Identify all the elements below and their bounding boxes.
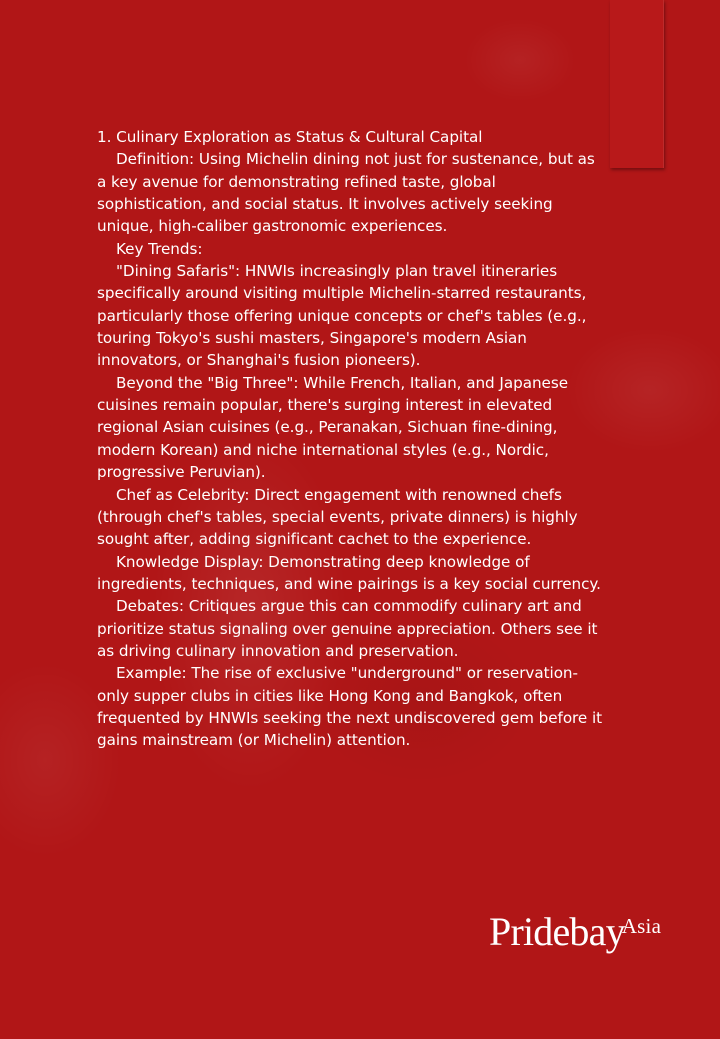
article-body — [97, 126, 607, 752]
paragraph-dining-safaris: "Dining Safaris": HNWIs increasingly plan travel itineraries specifically around visiting multiple Michelin-starred restaurants, particularly those offering unique concepts or chef's tables (e.g., touring Tokyo's sushi masters, Singapore's modern Asian innovators, or Shanghai's fusion pioneers). — [97, 262, 587, 370]
paragraph-beyond-big-three: Beyond the "Big Three": While French, Italian, and Japanese cuisines remain popular, there's surging interest in elevated regional Asian cuisines (e.g., Peranakan, Sichuan fine-dining, modern Korean) and niche international styles (e.g., Nordic, progressive Peruvian). — [97, 373, 568, 482]
section-heading: 1. Culinary Exploration as Status & Cultural Capital — [97, 128, 483, 146]
paragraph-key-trends-label: Key Trends: — [116, 239, 203, 258]
paragraph-chef-celebrity: Chef as Celebrity: Direct engagement with renowned chefs (through chef's tables, special events, private dinners) is highly sought after, adding significant cachet to the experience. — [97, 485, 578, 549]
paragraph-example: Example: The rise of exclusive "underground" or reservation-only supper clubs in cities like Hong Kong and Bangkok, often frequented by HNWIs seeking the next undiscovered gem before it gains mainstream (or Michelin) attention. — [97, 664, 603, 750]
brand-logo-main: Pridebay — [489, 909, 625, 954]
bookmark-tab — [610, 0, 664, 168]
paragraph-knowledge-display: Knowledge Display: Demonstrating deep knowledge of ingredients, techniques, and wine pairings is a key social currency. — [97, 552, 601, 593]
paragraph-debates: Debates: Critiques argue this can commodify culinary art and prioritize status signaling over genuine appreciation. Others see it as driving culinary innovation and preservation. — [97, 597, 598, 660]
brand-logo-sub: Asia — [621, 914, 662, 938]
paragraph-definition: Definition: Using Michelin dining not just for sustenance, but as a key avenue for demonstrating refined taste, global sophistication, and social status. It involves actively seeking unique, high-caliber gastronomic experiences. — [97, 150, 595, 236]
brand-logo — [489, 909, 664, 954]
